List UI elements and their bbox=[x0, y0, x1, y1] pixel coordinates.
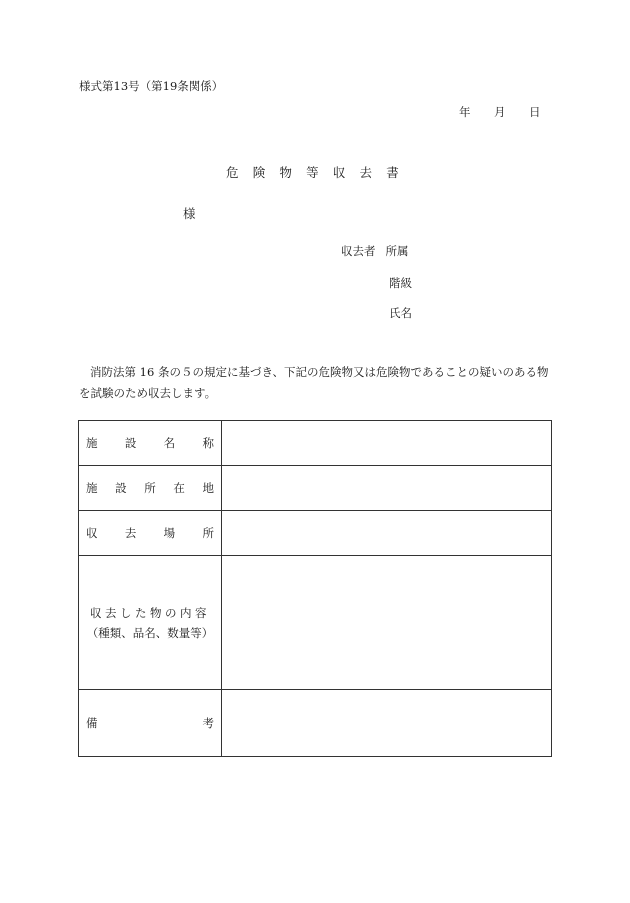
table-row bbox=[79, 421, 552, 466]
collection-place-label bbox=[79, 511, 222, 556]
addressee-suffix: 様 bbox=[183, 206, 196, 221]
collection-place-field[interactable] bbox=[222, 511, 552, 556]
collected-items-field[interactable] bbox=[222, 556, 552, 690]
collector-label: 収去者 bbox=[341, 244, 376, 258]
label-char: 設 bbox=[115, 481, 127, 495]
table-row bbox=[79, 466, 552, 511]
title-char: 収 bbox=[332, 165, 346, 180]
table-row bbox=[79, 511, 552, 556]
form-table bbox=[78, 420, 552, 757]
facility-address-label bbox=[79, 466, 222, 511]
remarks-label bbox=[79, 690, 222, 757]
affiliation-label: 所属 bbox=[385, 244, 409, 258]
title-char: 物 bbox=[279, 165, 293, 180]
title-char: 危 bbox=[226, 165, 239, 180]
collected-items-label-line2: （種類、品名、数量等） bbox=[86, 625, 214, 640]
label-char: 名 bbox=[163, 436, 176, 450]
title-char: 険 bbox=[252, 165, 266, 180]
label-char: 施 bbox=[86, 436, 98, 450]
label-char: 去 bbox=[124, 526, 137, 540]
date-year-label: 年 bbox=[459, 105, 471, 119]
title-char: 去 bbox=[359, 165, 373, 180]
collected-items-label bbox=[79, 556, 222, 690]
body-text: 消防法第 16 条の５の規定に基づき、下記の危険物又は危険物であることの疑いのある物を試験のため収去します。 bbox=[79, 365, 549, 400]
title-char: 等 bbox=[306, 165, 319, 180]
label-char: 称 bbox=[202, 436, 214, 450]
form-number: 様式第13号（第19条関係） bbox=[79, 79, 224, 93]
label-char: 考 bbox=[202, 716, 214, 730]
label-char: 施 bbox=[86, 481, 98, 495]
label-char: 在 bbox=[173, 481, 185, 495]
label-char: 所 bbox=[144, 481, 156, 495]
facility-name-field[interactable] bbox=[222, 421, 552, 466]
name-label: 氏名 bbox=[389, 306, 412, 320]
label-char: 設 bbox=[124, 436, 137, 450]
document-title bbox=[226, 163, 399, 181]
label-char: 場 bbox=[163, 526, 176, 540]
collected-items-label-line1: 収去した物の内容 bbox=[90, 605, 210, 620]
date-month-label: 月 bbox=[494, 105, 506, 119]
remarks-field[interactable] bbox=[222, 690, 552, 757]
title-char: 書 bbox=[386, 165, 399, 180]
facility-name-label bbox=[79, 421, 222, 466]
date-day-label: 日 bbox=[529, 105, 541, 119]
table-row bbox=[79, 690, 552, 757]
collector-affiliation-line bbox=[341, 243, 409, 259]
facility-address-field[interactable] bbox=[222, 466, 552, 511]
label-char: 所 bbox=[202, 526, 214, 540]
rank-label: 階級 bbox=[389, 276, 412, 290]
label-char: 地 bbox=[202, 481, 214, 495]
table-row bbox=[79, 556, 552, 690]
label-char: 備 bbox=[86, 716, 98, 730]
label-char: 収 bbox=[86, 526, 98, 540]
